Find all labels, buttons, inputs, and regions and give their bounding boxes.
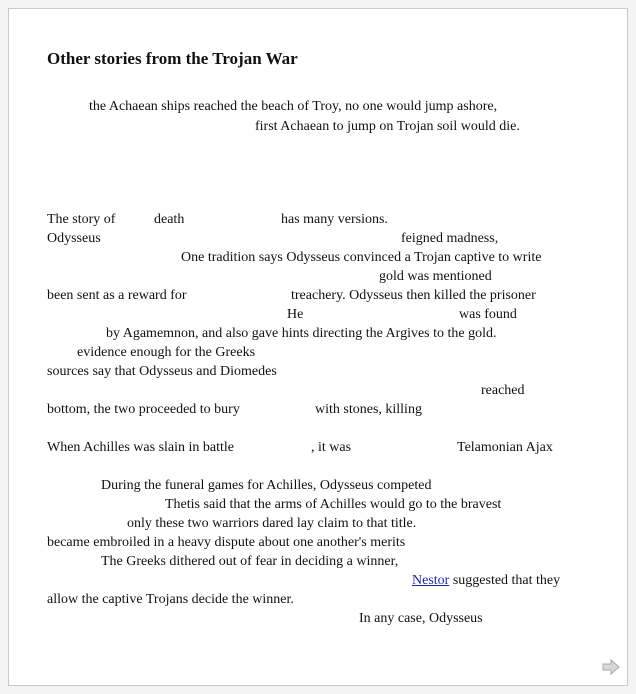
text-line: gold was mentioned [379,269,492,284]
page-title: Other stories from the Trojan War [47,49,298,68]
text-line: Telamonian Ajax [457,440,553,455]
text-line: was found [459,307,517,322]
text-line: first Achaean to jump on Trojan soil would die. [255,119,520,134]
text-line: death [154,212,185,227]
next-arrow-icon[interactable] [601,659,621,675]
text-fragment: suggested that they [452,573,561,588]
text-line: The story of [47,212,116,227]
text-line: treachery. Odysseus then killed the prisoner [291,288,536,303]
text-line: been sent as a reward for [47,288,187,303]
text-line: bottom, the two proceeded to bury [47,402,240,417]
text-line: Thetis said that the arms of Achilles would go to the bravest [165,497,502,512]
text-line: allow the captive Trojans decide the winner. [47,592,294,607]
text-line: sources say that Odysseus and Diomedes [47,364,277,379]
text-line: with stones, killing [315,402,422,417]
text-line [412,573,560,589]
text-line: evidence enough for the Greeks [77,345,256,360]
text-line: the Achaean ships reached the beach of Troy, no one would jump ashore, [89,99,498,114]
text-line: One tradition says Odysseus convinced a Trojan captive to write [181,250,542,265]
text-line: by Agamemnon, and also gave hints directing the Argives to the gold. [106,326,497,341]
page [8,8,628,686]
text-line: became embroiled in a heavy dispute about one another's merits [47,535,406,550]
text-line: has many versions. [281,212,388,227]
text-line: He [287,307,304,322]
text-line: , it was [311,440,352,455]
text-line: feigned madness, [401,231,499,246]
text-line: The Greeks dithered out of fear in deciding a winner, [101,554,399,569]
nestor-link[interactable]: Nestor [412,573,450,588]
text-line: reached [481,383,525,398]
text-line: Odysseus [47,231,101,246]
text-line: In any case, Odysseus [359,611,483,626]
text-line: only these two warriors dared lay claim to that title. [127,516,417,531]
text-line: When Achilles was slain in battle [47,440,235,455]
text-line: During the funeral games for Achilles, Odysseus competed [101,478,432,493]
